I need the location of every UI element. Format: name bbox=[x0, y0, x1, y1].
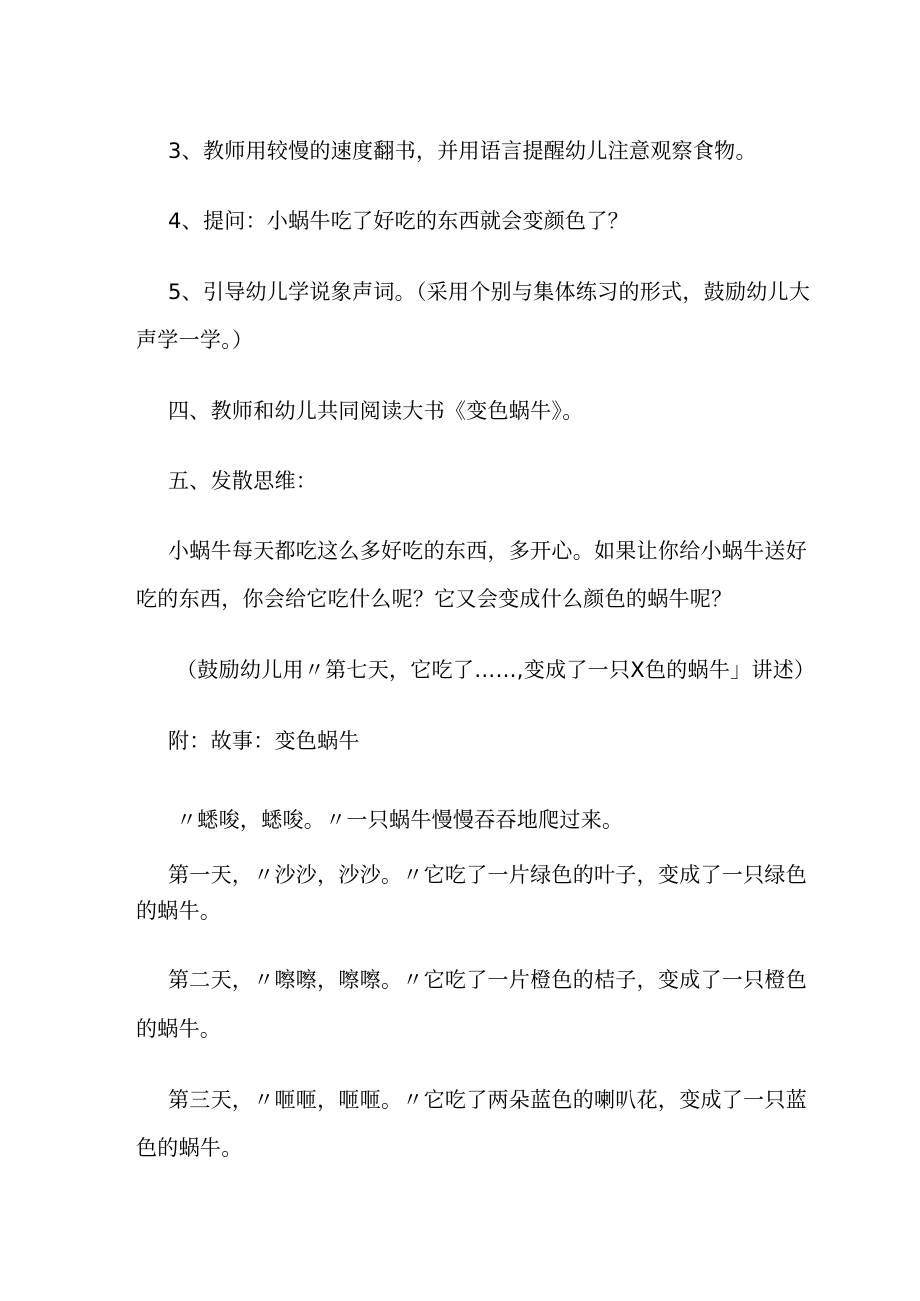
paragraph-day-3-line-2: 色的蜗牛。 bbox=[136, 1136, 243, 1160]
paragraph-day-1-line-1: 第一天，〃沙沙，沙沙。〃它吃了一片绿色的叶子，变成了一只绿色 bbox=[168, 863, 807, 887]
paragraph-divergent-line-2: 吃的东西，你会给它吃什么呢？它又会变成什么颜色的蜗牛呢？ bbox=[136, 587, 733, 611]
paragraph-section-4: 四、教师和幼儿共同阅读大书《变色蜗牛》。 bbox=[168, 399, 584, 423]
paragraph-step-3: 3、教师用较慢的速度翻书，并用语言提醒幼儿注意观察食物。 bbox=[168, 139, 757, 163]
paragraph-appendix-title: 附：故事：变色蜗牛 bbox=[168, 729, 360, 753]
paragraph-step-4: 4、提问：小蜗牛吃了好吃的东西就会变颜色了？ bbox=[168, 209, 629, 233]
paragraph-step-5-line-2: 声学一学。） bbox=[136, 328, 254, 352]
paragraph-day-3-line-1: 第三天，〃咂咂，咂咂。〃它吃了两朵蓝色的喇叭花，变成了一只蓝 bbox=[168, 1088, 807, 1112]
paragraph-story-intro: 〃蟋唆，蟋唆。〃一只蜗牛慢慢吞吞地爬过来。 bbox=[176, 808, 624, 832]
paragraph-divergent-line-1: 小蜗牛每天都吃这么多好吃的东西，多开心。如果让你给小蜗牛送好 bbox=[168, 539, 807, 563]
paragraph-section-5: 五、发散思维： bbox=[168, 469, 318, 493]
paragraph-day-2-line-2: 的蜗牛。 bbox=[136, 1017, 222, 1041]
paragraph-encourage-note: （鼓励幼儿用〃第七天，它吃了……,变成了一只X色的蜗牛」讲述） bbox=[176, 658, 816, 682]
paragraph-day-2-line-1: 第二天，〃嚓嚓，嚓嚓。〃它吃了一片橙色的桔子，变成了一只橙色 bbox=[168, 968, 807, 992]
paragraph-step-5-line-1: 5、引导幼儿学说象声词。（采用个别与集体练习的形式，鼓励幼儿大 bbox=[168, 280, 811, 304]
paragraph-day-1-line-2: 的蜗牛。 bbox=[136, 899, 222, 923]
